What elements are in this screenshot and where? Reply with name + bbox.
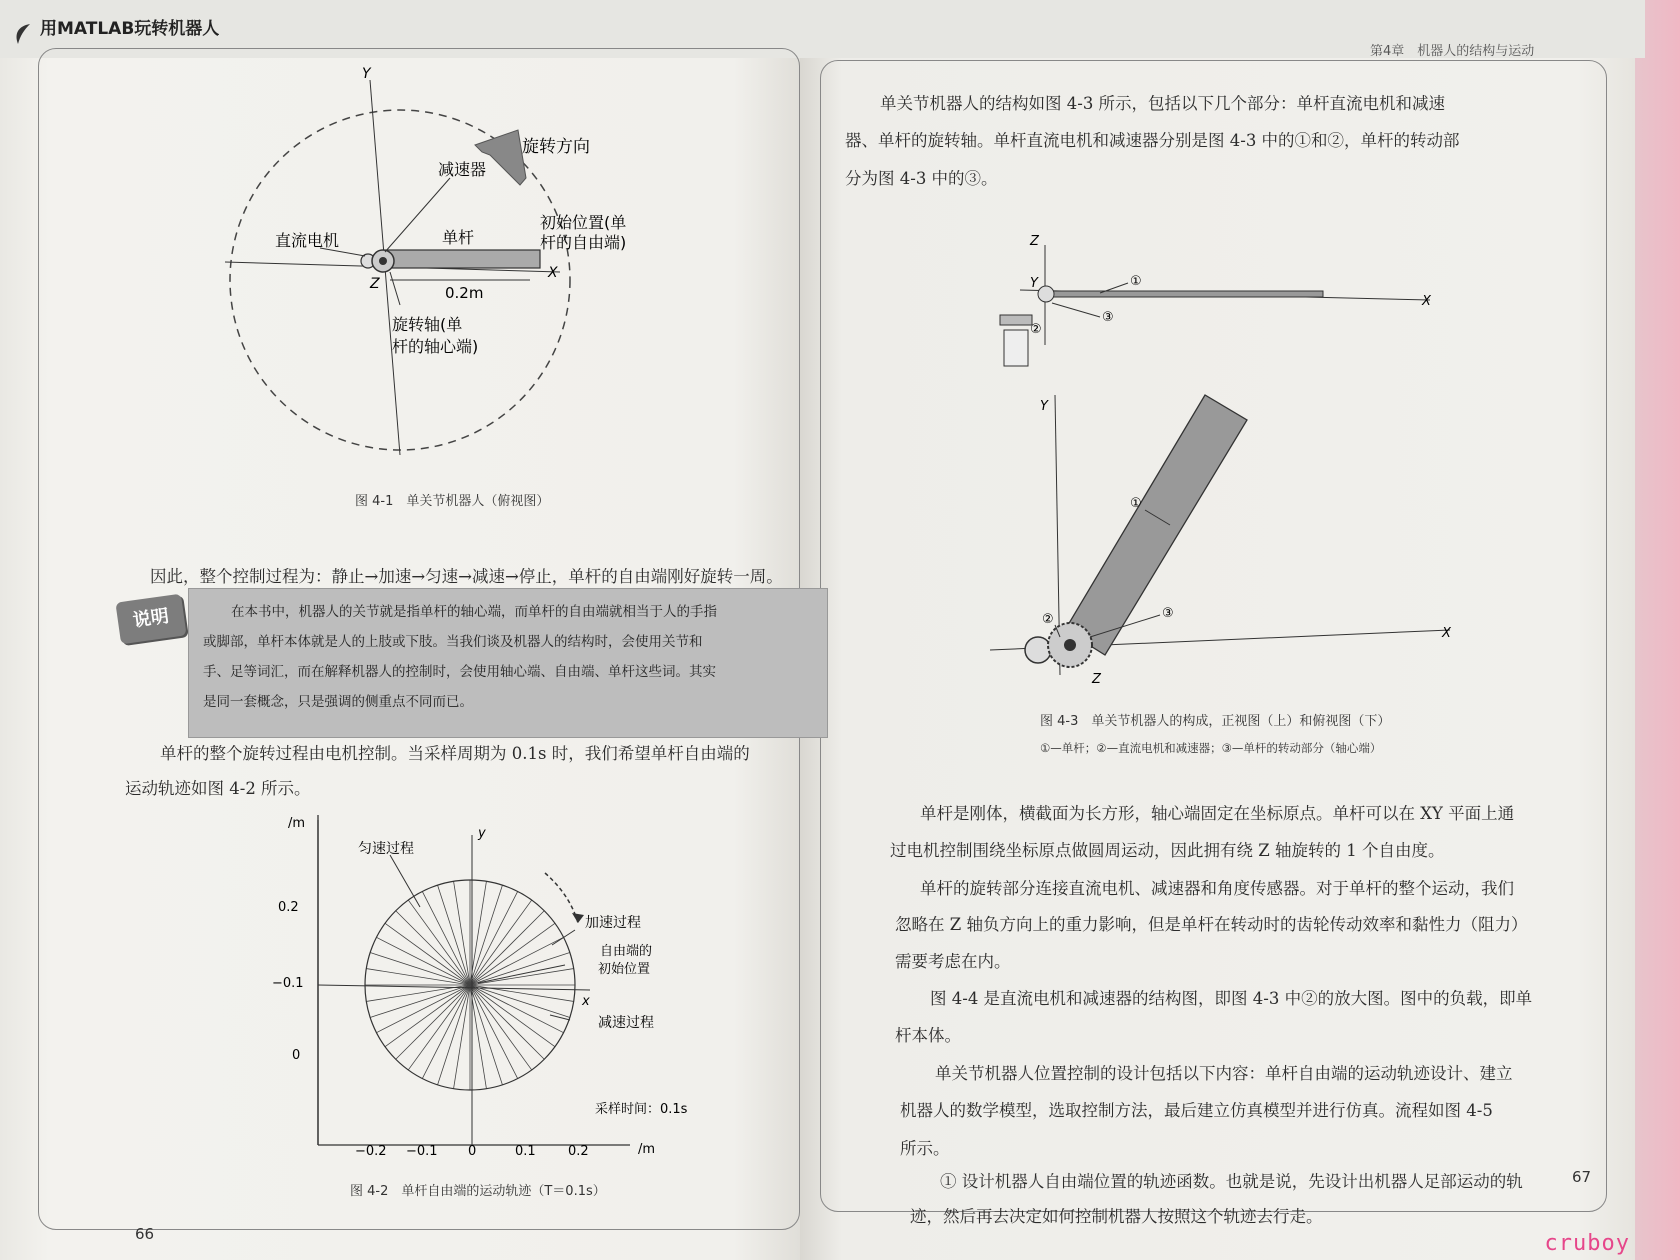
left-paragraph-2-line-1: 单杆的整个旋转过程由电机控制。当采样周期为 0.1s 时，我们希望单杆自由端的	[160, 744, 750, 763]
x-tick: −0.2	[355, 1144, 387, 1159]
initial-position-label-b: 初始位置	[598, 962, 651, 977]
bottom-marker-1: ①	[1130, 496, 1142, 511]
bottom-x-label: X	[1442, 626, 1451, 641]
figure-4-2-caption: 图 4-2 单杆自由端的运动轨迹（T＝0.1s）	[350, 1184, 606, 1199]
fig42-y-unit: /m	[288, 816, 306, 831]
trajectory-spoke	[470, 985, 544, 1059]
right-paragraph-2-line: 需要考虑在内。	[895, 952, 1011, 971]
note-tag: 说明	[115, 594, 186, 645]
rod-label: 单杆	[442, 228, 475, 247]
top-marker-2: ②	[1030, 322, 1042, 337]
book-title: 用MATLAB玩转机器人	[40, 19, 220, 39]
note-line: 或脚部，单杆本体就是人的上肢或下肢。当我们谈及机器人的结构时，会使用关节和	[203, 634, 703, 650]
fig42-x-unit: /m	[638, 1142, 656, 1157]
top-marker-3: ③	[1102, 310, 1114, 325]
trajectory-spoke	[470, 985, 570, 1017]
x-tick: 0	[468, 1144, 477, 1159]
top-marker-1: ①	[1130, 274, 1142, 289]
bottom-marker-3: ③	[1162, 606, 1174, 621]
top-z-label: Z	[1030, 234, 1039, 249]
right-paragraph-2-line: 迹，然后再去决定如何控制机器人按照这个轨迹去行走。	[910, 1207, 1323, 1226]
axis-center	[379, 257, 387, 265]
trajectory-spoke	[470, 911, 544, 985]
trajectory-spoke	[438, 885, 470, 985]
right-paragraph-2-line: 杆本体。	[895, 1026, 961, 1045]
left-page-number: 66	[135, 1225, 155, 1243]
trajectory-spoke	[470, 885, 502, 985]
table-surface	[1635, 0, 1680, 1260]
fig42-x-axis	[318, 985, 590, 990]
note-box	[188, 588, 828, 738]
bottom-z-label: Z	[1092, 672, 1101, 687]
reducer-label: 减速器	[438, 160, 487, 179]
trajectory-spoke	[408, 900, 470, 985]
sampling-time-label: 采样时间：0.1s	[595, 1102, 688, 1117]
right-paragraph-1-line: 单关节机器人的结构如图 4-3 所示，包括以下几个部分：单杆直流电机和减速	[880, 94, 1446, 113]
left-paragraph-2-line-2: 运动轨迹如图 4-2 所示。	[125, 779, 311, 798]
right-paragraph-1-line: 分为图 4-3 中的③。	[845, 169, 998, 188]
trajectory-spoke	[470, 985, 532, 1070]
x-tick: 0.2	[568, 1144, 589, 1159]
direction-arrow	[545, 873, 578, 923]
initial-position-label-2: 杆的自由端)	[540, 233, 627, 252]
chapter-title: 第4章 机器人的结构与运动	[1370, 44, 1535, 59]
rod-shape	[385, 250, 540, 268]
trajectory-spoke	[470, 985, 555, 1047]
trajectory-spoke	[370, 953, 470, 985]
figure-4-1-caption: 图 4-1 单关节机器人（俯视图）	[355, 494, 550, 509]
right-paragraph-2-line: 所示。	[900, 1139, 950, 1158]
note-line: 是同一套概念，只是强调的侧重点不同而已。	[203, 694, 473, 710]
right-paragraph-2-line: ① 设计机器人自由端位置的轨迹函数。也就是说，先设计出机器人足部运动的轨	[940, 1172, 1523, 1191]
uniform-process-label: 匀速过程	[358, 841, 414, 857]
watermark: cruboy	[1544, 1231, 1630, 1256]
note-line: 在本书中，机器人的关节就是指单杆的轴心端，而单杆的自由端就相当于人的手指	[231, 604, 717, 620]
trajectory-spoke	[438, 985, 470, 1085]
acceleration-label: 加速过程	[585, 915, 641, 931]
right-paragraph-2-line: 忽略在 Z 轴负方向上的重力影响，但是单杆在转动时的齿轮传动效率和黏性力（阻力）	[895, 915, 1528, 934]
initial-position-label-a: 自由端的	[600, 944, 653, 959]
top-gear	[1000, 315, 1032, 325]
trajectory-spoke	[385, 923, 470, 985]
initial-position-label-1: 初始位置(单	[540, 213, 627, 232]
rotation-axis-label-2: 杆的轴心端)	[392, 337, 479, 356]
right-paragraph-2-line: 图 4-4 是直流电机和减速器的结构图，即图 4-3 中②的放大图。图中的负载，即单	[930, 989, 1533, 1008]
trajectory-spoke	[470, 953, 570, 985]
length-label: 0.2m	[445, 284, 484, 302]
fig41-y-label: Y	[362, 66, 371, 82]
right-paragraph-2-line: 单杆是刚体，横截面为长方形，轴心端固定在坐标原点。单杆可以在 XY 平面上通	[920, 804, 1515, 823]
rotation-direction-label: 旋转方向	[522, 137, 590, 157]
top-y-label: Y	[1030, 276, 1038, 291]
right-paragraph-1-line: 器、单杆的旋转轴。单杆直流电机和减速器分别是图 4-3 中的①和②，单杆的转动部	[845, 131, 1460, 150]
trajectory-spoke	[396, 985, 470, 1059]
fig42-x-label: x	[582, 994, 590, 1009]
figure-4-3-caption: 图 4-3 单关节机器人的构成，正视图（上）和俯视图（下）	[1040, 714, 1391, 729]
right-paragraph-2-line: 单关节机器人位置控制的设计包括以下内容：单杆自由端的运动轨迹设计、建立	[935, 1064, 1513, 1083]
trajectory-spoke	[470, 985, 502, 1085]
trajectory-spoke	[396, 911, 470, 985]
bottom-y-label: Y	[1040, 399, 1048, 414]
trajectory-spoke	[408, 985, 470, 1070]
x-tick: 0.1	[515, 1144, 536, 1159]
figure-4-3-legend: ①—单杆；②—直流电机和减速器；③—单杆的转动部分（轴心端）	[1040, 741, 1382, 755]
fig41-x-label: X	[548, 265, 558, 281]
bottom-marker-2: ②	[1042, 612, 1054, 627]
right-paragraph-2-line: 机器人的数学模型，选取控制方法，最后建立仿真模型并进行仿真。流程如图 4-5	[900, 1101, 1493, 1120]
right-paragraph-2-line: 过电机控制围绕坐标原点做圆周运动，因此拥有绕 Z 轴旋转的 1 个自由度。	[890, 841, 1445, 860]
note-line: 手、足等词汇，而在解释机器人的控制时，会使用轴心端、自由端、单杆这些词。其实	[203, 664, 716, 680]
figure-4-1	[220, 60, 660, 460]
bottom-motor-gear	[1025, 637, 1051, 663]
figure-4-3	[990, 225, 1460, 695]
trajectory-spokes	[365, 880, 575, 1090]
book-logo-icon	[12, 22, 34, 46]
figure-4-2	[260, 815, 700, 1185]
fig41-z-label: Z	[370, 276, 380, 292]
top-motor	[1004, 330, 1028, 366]
y-tick: 0	[292, 1048, 301, 1063]
right-page-number: 67	[1572, 1168, 1592, 1186]
y-tick: 0.2	[278, 900, 299, 915]
top-x-label: X	[1422, 294, 1431, 309]
left-paragraph-1: 因此，整个控制过程为：静止→加速→匀速→减速→停止，单杆的自由端刚好旋转一周。	[150, 567, 783, 586]
trajectory-spoke	[370, 985, 470, 1017]
trajectory-spoke	[385, 985, 470, 1047]
y-tick: −0.1	[272, 976, 304, 991]
fig42-y-label: y	[478, 826, 486, 841]
dc-motor-label: 直流电机	[275, 231, 340, 250]
top-joint	[1038, 286, 1054, 302]
right-paragraph-2-line: 单杆的旋转部分连接直流电机、减速器和角度传感器。对于单杆的整个运动，我们	[920, 879, 1514, 898]
x-tick: −0.1	[406, 1144, 438, 1159]
deceleration-label: 减速过程	[598, 1015, 654, 1031]
trajectory-spoke	[470, 900, 532, 985]
top-rod	[1045, 291, 1323, 297]
rotation-axis-label-1: 旋转轴(单	[392, 315, 463, 334]
